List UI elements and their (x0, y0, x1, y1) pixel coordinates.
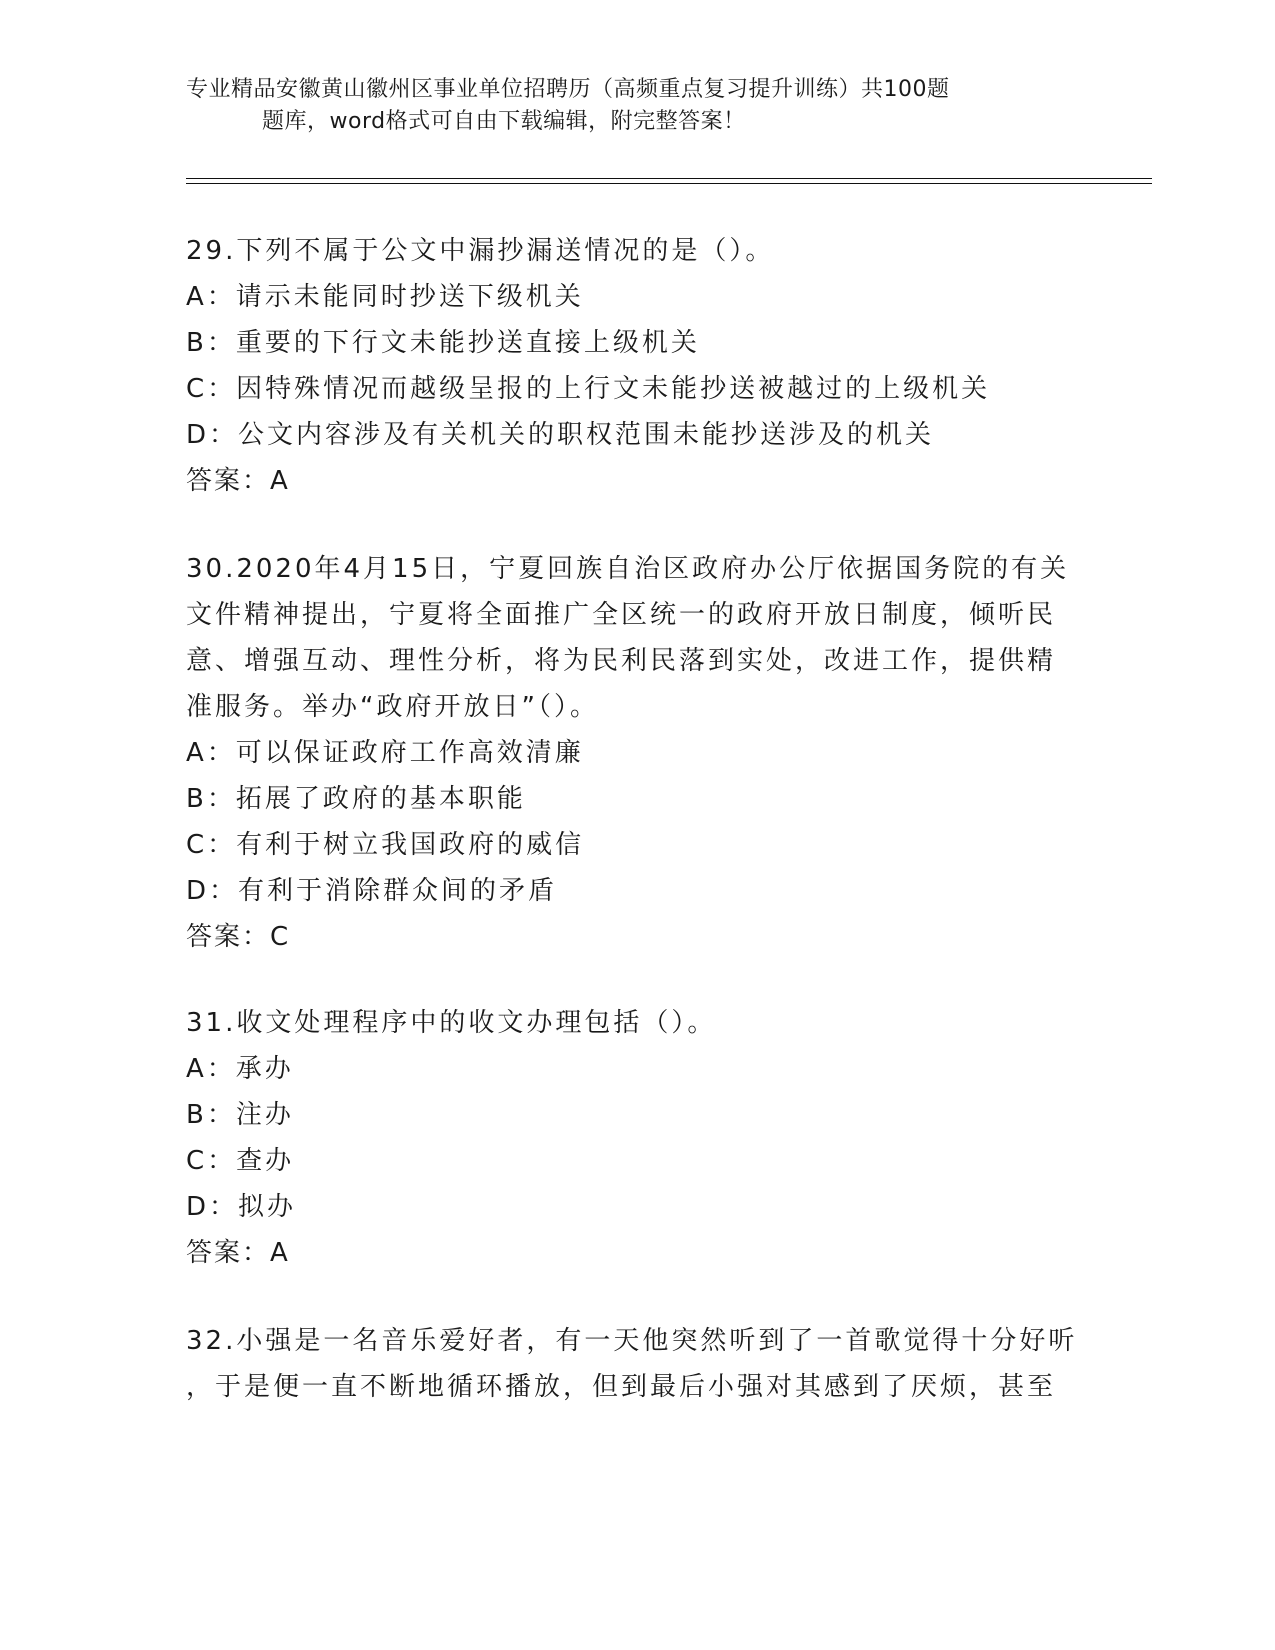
option-d: D：公文内容涉及有关机关的职权范围未能抄送涉及的机关 (186, 420, 935, 450)
document-header (186, 74, 1086, 138)
question-29 (186, 228, 1086, 504)
answer: 答案：A (186, 1238, 290, 1268)
option-d: D：拟办 (186, 1192, 297, 1222)
question-stem: 31.收文处理程序中的收文办理包括（）。 (186, 1008, 717, 1038)
header-divider-bottom (186, 183, 1152, 184)
question-stem-line: 30.2020年4月15日，宁夏回族自治区政府办公厅依据国务院的有关 (186, 554, 1070, 584)
option-a: A：请示未能同时抄送下级机关 (186, 282, 584, 312)
option-b: B：注办 (186, 1100, 294, 1130)
option-c: C：查办 (186, 1146, 295, 1176)
question-32 (186, 1318, 1086, 1410)
answer: 答案：C (186, 922, 291, 952)
option-b: B：拓展了政府的基本职能 (186, 784, 526, 814)
option-d: D：有利于消除群众间的矛盾 (186, 876, 558, 906)
question-stem-line: 意、增强互动、理性分析，将为民利民落到实处，改进工作，提供精 (186, 646, 1057, 676)
question-stem: 29.下列不属于公文中漏抄漏送情况的是（）。 (186, 236, 775, 266)
question-stem-line: 32.小强是一名音乐爱好者，有一天他突然听到了一首歌觉得十分好听 (186, 1326, 1078, 1356)
option-a: A：可以保证政府工作高效清廉 (186, 738, 584, 768)
question-stem-line: 文件精神提出，宁夏将全面推广全区统一的政府开放日制度，倾听民 (186, 600, 1057, 630)
header-title-line-2: 题库，word格式可自由下载编辑，附完整答案！ (262, 109, 746, 134)
question-30 (186, 546, 1086, 960)
header-divider-top (186, 178, 1152, 179)
question-stem-line: 准服务。举办“政府开放日”（）。 (186, 692, 599, 722)
header-title-line-1: 专业精品安徽黄山徽州区事业单位招聘历（高频重点复习提升训练）共100题 (186, 77, 950, 102)
question-stem-line: ，于是便一直不断地循环播放，但到最后小强对其感到了厌烦，甚至 (186, 1372, 1057, 1402)
question-31 (186, 1000, 1086, 1276)
option-c: C：有利于树立我国政府的威信 (186, 830, 585, 860)
option-a: A：承办 (186, 1054, 294, 1084)
option-c: C：因特殊情况而越级呈报的上行文未能抄送被越过的上级机关 (186, 374, 991, 404)
answer: 答案：A (186, 466, 290, 496)
option-b: B：重要的下行文未能抄送直接上级机关 (186, 328, 700, 358)
